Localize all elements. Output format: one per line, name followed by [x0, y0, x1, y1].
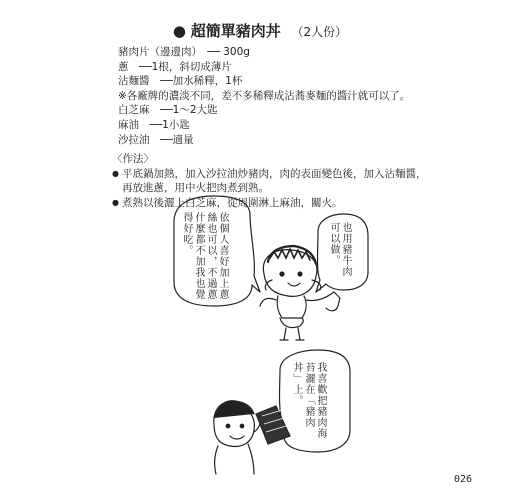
title-main: 超簡單豬肉丼 — [190, 22, 281, 40]
title-bullet: ● — [172, 22, 186, 40]
right-speech-text: 也用豬牛肉可以做。 — [328, 222, 351, 277]
method-heading: 〈作法〉 — [112, 153, 154, 165]
method-step-1: ● 平底鍋加熱，加入沙拉油炒豬肉，肉的表面變色後，加入沾麵醬，再放進蔥，用中火把肉煮到熟。 — [112, 167, 432, 196]
title-serves: （2人份） — [291, 25, 348, 39]
left-speech-text: 依個人喜好加上蔥絲也可以，不過蔥什麼都不加我也覺得好吃。 — [181, 212, 228, 300]
lower-speech-text: 我喜歡把豬肉海苔灑在「豬肉丼」上。 — [291, 362, 326, 439]
ingredient-sesame: 白芝麻 ──1〜2大匙 — [118, 104, 218, 117]
ingredient-salad-oil: 沙拉油 ──適量 — [118, 133, 194, 146]
page-number: 026 — [453, 474, 472, 485]
kid-figure-lower — [214, 401, 261, 474]
ingredient-sesame-oil: 麻油 ──1小匙 — [118, 118, 190, 131]
method-step-2: ● 煮熟以後灑上白芝麻，從周圍淋上麻油，關火。 — [112, 196, 432, 211]
nori-sheet — [256, 406, 290, 444]
ingredient-note: ※各廠牌的濃淡不同，差不多稀釋成沾蕎麥麵的醬汁就可以了。 — [118, 89, 411, 102]
ingredient-scallion: 蔥 ──1根，斜切成薄片 — [118, 60, 232, 73]
ingredient-sauce: 沾麵醬 ──加水稀釋，1杯 — [118, 75, 243, 88]
ingredient-pork: 豬肉片（邊邊肉） ── 300g — [118, 46, 250, 58]
